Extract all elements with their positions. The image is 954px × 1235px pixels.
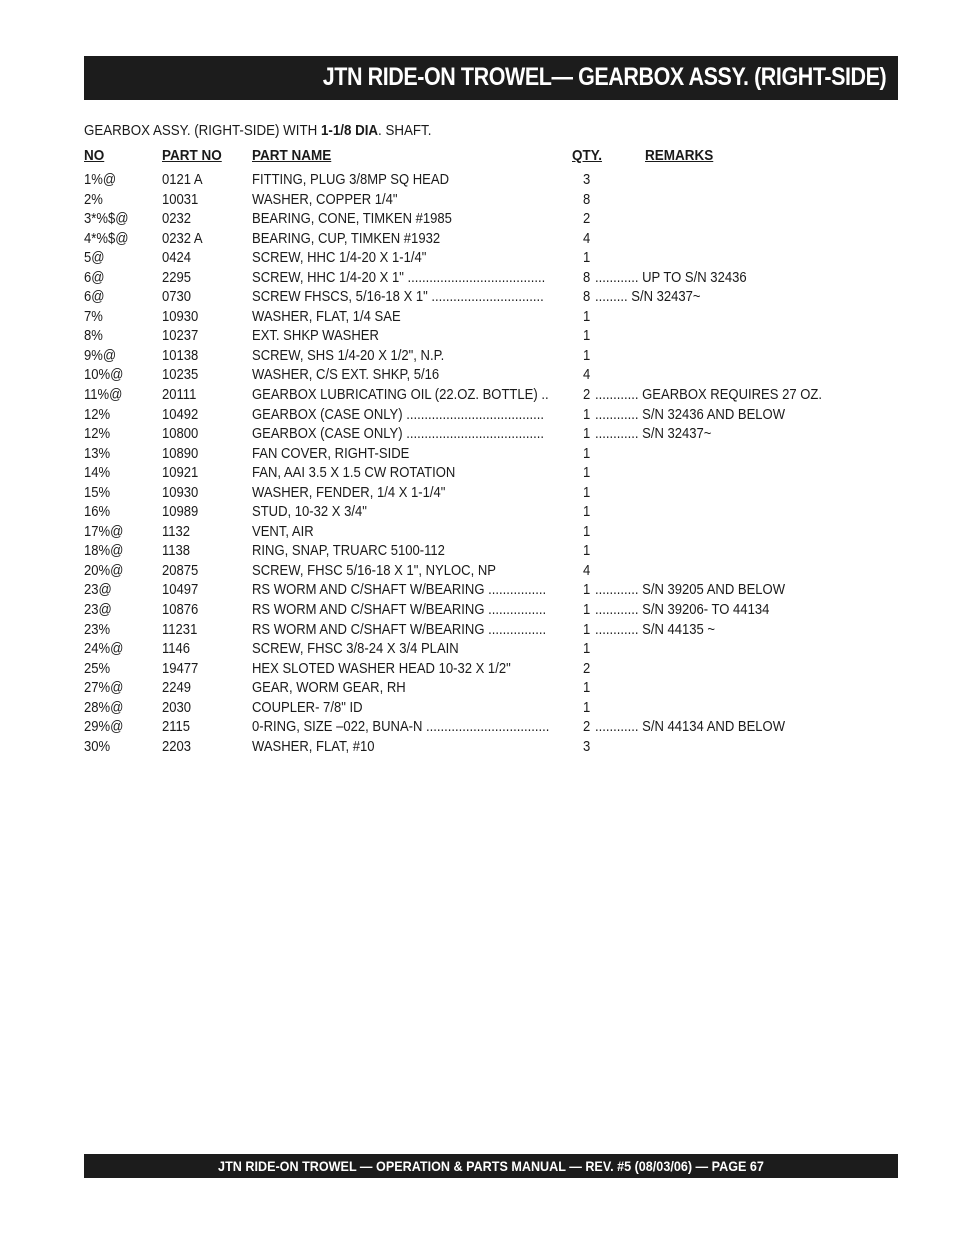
row-qty: 4 [583, 367, 591, 384]
row-qty: 1 [583, 641, 591, 658]
row-qty: 1 [583, 347, 591, 364]
row-remarks: ............ S/N 44134 AND BELOW [595, 719, 786, 736]
row-no: 28%@ [84, 699, 124, 716]
row-no: 11%@ [84, 387, 123, 404]
row-part-name: FITTING, PLUG 3/8MP SQ HEAD [252, 172, 450, 188]
row-part-no: 0232 [162, 211, 192, 228]
row-part-name: SCREW, HHC 1/4-20 X 1" ...................................... [252, 269, 546, 286]
table-row [84, 602, 898, 622]
row-qty: 2 [583, 719, 591, 736]
row-part-no: 2030 [162, 699, 192, 716]
subtitle-bold: 1-1/8 DIA [320, 123, 379, 139]
table-row [84, 680, 898, 700]
row-part-name: WASHER, FENDER, 1/4 X 1-1/4" [252, 484, 446, 501]
row-qty: 2 [583, 211, 591, 228]
row-qty: 1 [583, 699, 591, 716]
page-title: JTN RIDE-ON TROWEL— GEARBOX ASSY. (RIGHT-SIDE) [322, 63, 886, 91]
table-row [84, 426, 898, 446]
row-no: 4*%$@ [84, 230, 129, 247]
header-remarks: REMARKS [645, 147, 714, 164]
table-row [84, 641, 898, 661]
table-row [84, 465, 898, 485]
row-qty: 1 [583, 543, 591, 560]
row-part-no: 10890 [162, 445, 199, 462]
row-part-name: SCREW, FHSC 5/16-18 X 1", NYLOC, NP [252, 562, 496, 579]
row-part-name: EXT. SHKP WASHER [252, 328, 379, 345]
row-qty: 1 [583, 504, 591, 521]
row-part-no: 0232 A [162, 230, 203, 247]
row-qty: 8 [583, 191, 591, 208]
row-qty: 4 [583, 230, 591, 247]
row-qty: 1 [583, 602, 591, 619]
table-row [84, 211, 898, 231]
header-no: NO [84, 147, 105, 164]
header-part-no: PART NO [162, 147, 222, 164]
row-part-no: 2203 [162, 738, 192, 755]
row-part-no: 10031 [162, 191, 199, 208]
row-part-name: COUPLER- 7/8" ID [252, 699, 363, 716]
row-qty: 4 [583, 562, 591, 579]
row-part-name: STUD, 10-32 X 3/4" [252, 504, 367, 521]
row-no: 13% [84, 445, 111, 462]
row-no: 10%@ [84, 367, 124, 384]
table-row [84, 543, 898, 563]
row-remarks: ............ S/N 39206- TO 44134 [595, 602, 770, 619]
row-part-no: 10930 [162, 484, 199, 501]
row-part-name: SCREW, FHSC 3/8-24 X 3/4 PLAIN [252, 641, 459, 658]
row-no: 18%@ [84, 543, 124, 560]
table-row [84, 270, 898, 290]
row-remarks: ............ S/N 32437~ [595, 426, 712, 443]
row-qty: 1 [583, 484, 591, 501]
row-qty: 1 [583, 523, 591, 540]
row-part-name: SCREW FHSCS, 5/16-18 X 1" ............................... [252, 289, 544, 306]
row-part-name: VENT, AIR [252, 523, 314, 540]
row-no: 14% [84, 465, 111, 482]
row-qty: 1 [583, 426, 591, 443]
row-remarks: ............ S/N 39205 AND BELOW [595, 582, 786, 599]
row-no: 24%@ [84, 641, 124, 658]
row-part-no: 1132 [162, 523, 191, 540]
row-part-no: 0424 [162, 250, 192, 267]
row-no: 9%@ [84, 347, 117, 364]
row-no: 2% [84, 191, 103, 208]
title-bar [84, 56, 898, 100]
row-qty: 2 [583, 387, 591, 404]
table-row [84, 348, 898, 368]
row-part-name: WASHER, COPPER 1/4" [252, 191, 398, 208]
row-part-no: 10492 [162, 406, 199, 423]
row-part-name: 0-RING, SIZE –022, BUNA-N .................................. [252, 719, 550, 736]
table-row [84, 367, 898, 387]
table-row [84, 309, 898, 329]
row-part-name: RS WORM AND C/SHAFT W/BEARING ................ [252, 621, 547, 638]
row-part-no: 2249 [162, 680, 192, 697]
row-qty: 1 [583, 328, 591, 345]
row-qty: 1 [583, 582, 591, 599]
table-row [84, 192, 898, 212]
header-part-name: PART NAME [252, 147, 332, 164]
table-row [84, 172, 898, 192]
row-no: 1%@ [84, 172, 117, 188]
row-part-name: FAN, AAI 3.5 X 1.5 CW ROTATION [252, 465, 456, 482]
row-part-name: GEAR, WORM GEAR, RH [252, 680, 406, 697]
row-no: 20%@ [84, 562, 124, 579]
row-part-no: 10930 [162, 308, 199, 325]
row-remarks: ............ S/N 32436 AND BELOW [595, 406, 786, 423]
row-qty: 8 [583, 289, 591, 306]
row-no: 7% [84, 308, 103, 325]
row-qty: 8 [583, 269, 591, 286]
row-part-no: 1146 [162, 641, 191, 658]
row-qty: 1 [583, 308, 591, 325]
row-no: 6@ [84, 269, 105, 286]
row-no: 15% [84, 484, 111, 501]
table-row [84, 387, 898, 407]
row-no: 12% [84, 426, 111, 443]
table-row [84, 739, 898, 759]
row-part-no: 10237 [162, 328, 199, 345]
row-part-name: SCREW, SHS 1/4-20 X 1/2", N.P. [252, 347, 445, 364]
row-part-no: 10235 [162, 367, 199, 384]
row-no: 5@ [84, 250, 105, 267]
row-no: 6@ [84, 289, 105, 306]
row-part-no: 10989 [162, 504, 199, 521]
row-remarks: ............ UP TO S/N 32436 [595, 269, 747, 286]
row-part-no: 2295 [162, 269, 192, 286]
row-qty: 3 [583, 172, 591, 188]
row-qty: 1 [583, 406, 591, 423]
table-row [84, 700, 898, 720]
footer-bar [84, 1154, 898, 1178]
row-remarks: ............ GEARBOX REQUIRES 27 OZ. [595, 387, 822, 404]
table-row [84, 250, 898, 270]
table-row [84, 446, 898, 466]
row-part-name: WASHER, C/S EXT. SHKP, 5/16 [252, 367, 440, 384]
row-remarks: ............ S/N 44135 ~ [595, 621, 716, 638]
table-row [84, 524, 898, 544]
table-row [84, 485, 898, 505]
row-remarks: ......... S/N 32437~ [595, 289, 701, 306]
assembly-subtitle [84, 123, 431, 139]
table-row [84, 289, 898, 309]
row-no: 17%@ [84, 523, 124, 540]
row-part-no: 10876 [162, 602, 199, 619]
table-row [84, 407, 898, 427]
row-part-name: BEARING, CUP, TIMKEN #1932 [252, 230, 441, 247]
table-header [84, 147, 898, 167]
row-part-no: 19477 [162, 660, 199, 677]
row-part-name: RS WORM AND C/SHAFT W/BEARING ................ [252, 602, 547, 619]
row-part-name: BEARING, CONE, TIMKEN #1985 [252, 211, 452, 228]
row-part-no: 10497 [162, 582, 199, 599]
subtitle-suffix: . SHAFT. [378, 123, 432, 139]
footer-text: JTN RIDE-ON TROWEL — OPERATION & PARTS MANUAL — REV. #5 (08/03/06) — PAGE 67 [218, 1158, 764, 1174]
row-part-name: WASHER, FLAT, 1/4 SAE [252, 308, 401, 325]
row-qty: 3 [583, 738, 591, 755]
row-part-no: 2115 [162, 719, 191, 736]
row-part-no: 20875 [162, 562, 199, 579]
row-part-name: WASHER, FLAT, #10 [252, 738, 375, 755]
row-qty: 2 [583, 660, 591, 677]
subtitle-prefix: GEARBOX ASSY. (RIGHT-SIDE) WITH [84, 123, 321, 139]
table-row [84, 504, 898, 524]
table-row [84, 719, 898, 739]
row-no: 27%@ [84, 680, 124, 697]
row-part-no: 0121 A [162, 172, 203, 188]
parts-table [84, 172, 898, 758]
row-part-name: HEX SLOTED WASHER HEAD 10-32 X 1/2" [252, 660, 511, 677]
row-qty: 1 [583, 445, 591, 462]
row-part-no: 0730 [162, 289, 192, 306]
row-no: 23@ [84, 602, 112, 619]
header-qty: QTY. [572, 147, 603, 164]
row-part-name: SCREW, HHC 1/4-20 X 1-1/4" [252, 250, 427, 267]
table-row [84, 328, 898, 348]
row-no: 25% [84, 660, 111, 677]
row-no: 8% [84, 328, 103, 345]
table-row [84, 661, 898, 681]
row-part-no: 11231 [162, 621, 198, 638]
row-part-no: 20111 [162, 387, 197, 404]
row-part-name: RS WORM AND C/SHAFT W/BEARING ................ [252, 582, 547, 599]
row-part-name: FAN COVER, RIGHT-SIDE [252, 445, 410, 462]
row-part-name: RING, SNAP, TRUARC 5100-112 [252, 543, 445, 560]
row-part-name: GEARBOX LUBRICATING OIL (22.OZ. BOTTLE) .. [252, 387, 549, 404]
table-row [84, 582, 898, 602]
row-qty: 1 [583, 621, 591, 638]
table-row [84, 622, 898, 642]
row-part-name: GEARBOX (CASE ONLY) ...................................... [252, 426, 544, 443]
table-row [84, 231, 898, 251]
row-no: 30% [84, 738, 111, 755]
row-no: 3*%$@ [84, 211, 129, 228]
row-no: 12% [84, 406, 111, 423]
row-no: 16% [84, 504, 111, 521]
row-part-no: 10138 [162, 347, 199, 364]
row-part-name: GEARBOX (CASE ONLY) ...................................... [252, 406, 544, 423]
row-qty: 1 [583, 465, 591, 482]
row-qty: 1 [583, 680, 591, 697]
row-part-no: 1138 [162, 543, 191, 560]
row-part-no: 10921 [162, 465, 199, 482]
row-no: 23@ [84, 582, 112, 599]
row-no: 23% [84, 621, 111, 638]
table-row [84, 563, 898, 583]
row-part-no: 10800 [162, 426, 199, 443]
row-qty: 1 [583, 250, 591, 267]
row-no: 29%@ [84, 719, 124, 736]
